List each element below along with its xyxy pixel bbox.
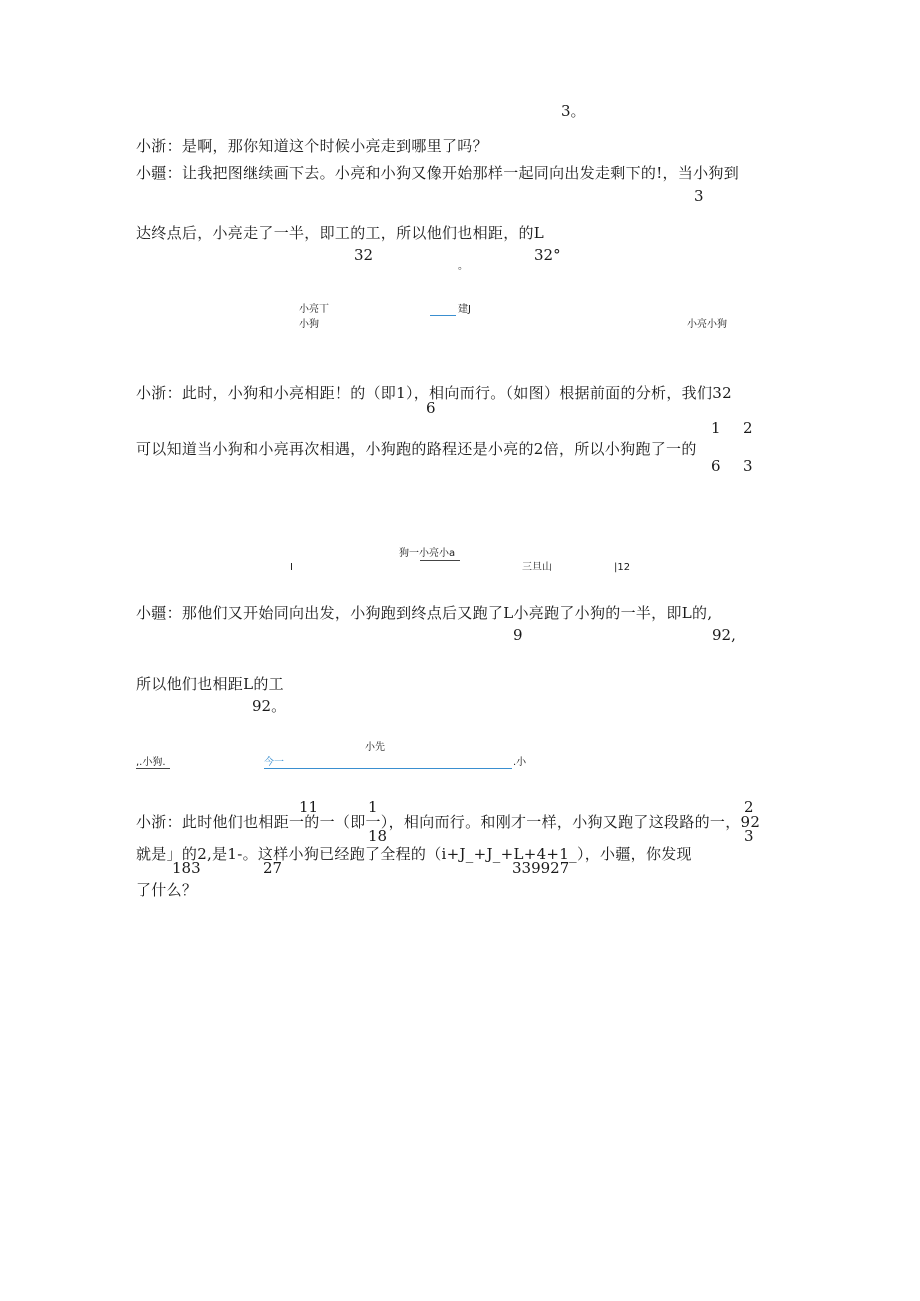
diagram-label: 小狗 bbox=[299, 319, 319, 330]
fraction-fragment: 2 bbox=[743, 419, 753, 437]
fraction-fragment: 3 bbox=[743, 457, 753, 475]
fraction-fragment: 1 bbox=[711, 419, 721, 437]
paragraph-4: 小浙：此时，小狗和小亮相距！的（即1），相向而行。（如图）根据前面的分析，我们32 bbox=[136, 384, 732, 402]
paragraph-9: 就是」的2,是1-。这样小狗已经跑了全程的（i+J_+J_+L+4+1_），小疆，你发现 bbox=[136, 845, 692, 863]
paragraph-5: 可以知道当小狗和小亮再次相遇，小狗跑的路程还是小亮的2倍，所以小狗跑了一的 bbox=[136, 440, 697, 458]
fraction-fragment: 2 bbox=[744, 798, 754, 816]
paragraph-6: 小疆：那他们又开始同向出发，小狗跑到终点后又跑了L小亮跑了小狗的一半，即L的, bbox=[136, 604, 713, 622]
diagram-label: 小亮丅 bbox=[299, 304, 329, 315]
paragraph-8: 小浙：此时他们也相距一的一（即一），相向而行。和刚才一样，小狗又跑了这段路的一，92 bbox=[136, 813, 761, 831]
diagram-label: 小先 bbox=[365, 742, 385, 753]
fraction-fragment: 9 bbox=[513, 626, 523, 644]
fraction-fragment: 6 bbox=[711, 457, 721, 475]
fraction-fragment: 6 bbox=[426, 399, 436, 417]
fraction-fragment: 32° bbox=[534, 246, 561, 264]
diagram-label: 三旦山 bbox=[522, 562, 552, 573]
diagram-line bbox=[264, 768, 512, 769]
fraction-fragment: 183 bbox=[172, 859, 201, 877]
fraction-fragment: 92。 bbox=[252, 697, 287, 715]
fraction-fragment: 32 bbox=[354, 246, 374, 264]
diagram-line bbox=[420, 560, 460, 561]
paragraph-1: 小浙：是啊，那你知道这个时候小亮走到哪里了吗？ bbox=[136, 137, 488, 155]
fraction-fragment: 27 bbox=[263, 859, 283, 877]
diagram-label: 今一 bbox=[264, 757, 284, 768]
diagram-label: ,.小狗. bbox=[136, 757, 166, 768]
diagram-line bbox=[430, 315, 456, 316]
fraction-fragment: 92, bbox=[712, 626, 736, 644]
diagram-label: 建J bbox=[458, 304, 471, 315]
fraction-fragment: 339927 bbox=[512, 859, 570, 877]
paragraph-2: 小疆：让我把图继续画下去。小亮和小狗又像开始那样一起同向出发走剩下的!，当小狗到 bbox=[136, 164, 740, 182]
paragraph-3: 达终点后，小亮走了一半，即工的工，所以他们也相距，的L bbox=[136, 224, 545, 242]
diagram-label: 小亮小狗 bbox=[687, 319, 727, 330]
fraction-fragment: 3。 bbox=[561, 102, 586, 120]
paragraph-7: 所以他们也相距L的工 bbox=[136, 675, 284, 693]
diagram-label: 狗一小亮小a bbox=[399, 548, 456, 559]
diagram-label: .小 bbox=[513, 757, 527, 768]
paragraph-10: 了什么？ bbox=[136, 881, 198, 899]
diagram-label: |12 bbox=[614, 562, 631, 573]
fraction-fragment: 18 bbox=[368, 827, 388, 845]
diagram-line bbox=[136, 768, 170, 769]
fraction-fragment: 11 bbox=[299, 798, 319, 816]
diagram-label: I bbox=[290, 562, 293, 573]
fraction-fragment: 3 bbox=[744, 827, 754, 845]
fraction-fragment: 。 bbox=[458, 261, 468, 272]
fraction-fragment: 1 bbox=[368, 798, 378, 816]
fraction-fragment: 3 bbox=[694, 187, 704, 205]
